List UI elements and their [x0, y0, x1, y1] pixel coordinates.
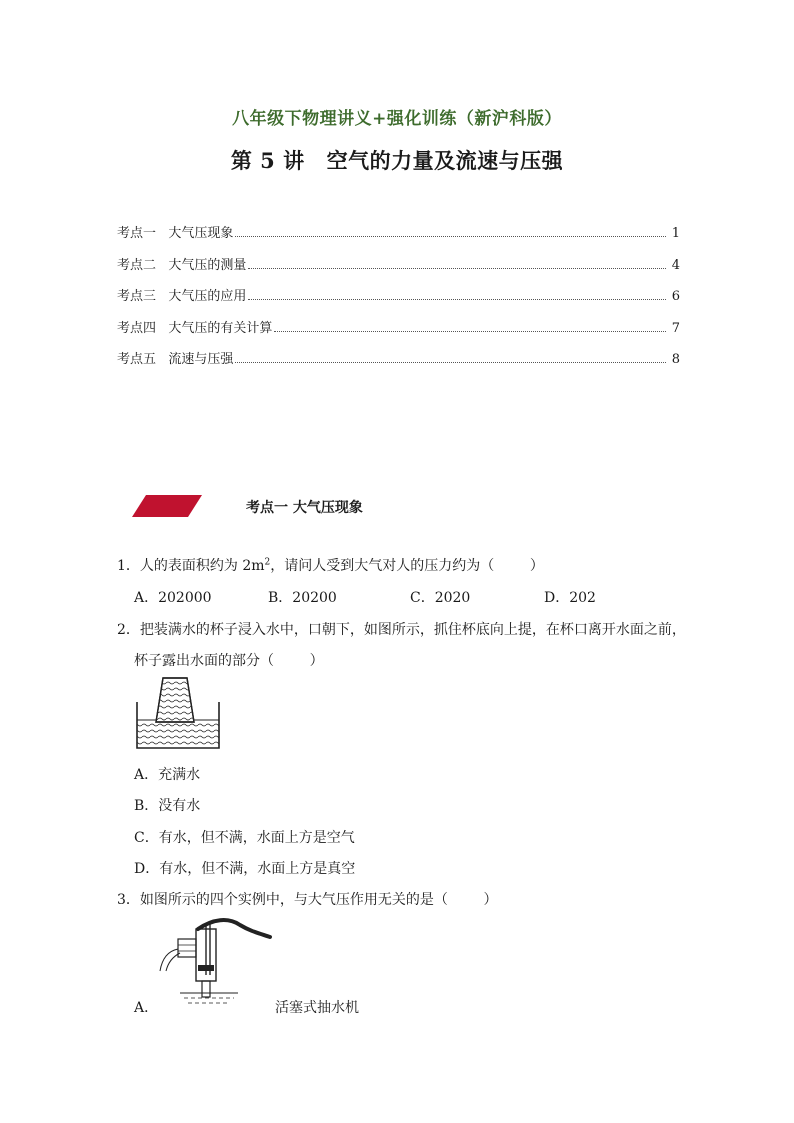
toc-entry-page: 6 — [671, 289, 680, 305]
question-2-option-c[interactable]: C．有水，但不满，水面上方是空气 — [134, 830, 355, 846]
toc-leader-dots — [248, 299, 666, 300]
toc-entry[interactable] — [117, 336, 680, 367]
question-1-superscript: 2 — [264, 557, 271, 568]
question-2-option-b[interactable]: B．没有水 — [134, 798, 201, 814]
toc-leader-dots — [274, 331, 666, 332]
table-of-contents — [117, 210, 680, 367]
question-1-option-c[interactable]: C．2020 — [410, 590, 471, 606]
question-1 — [117, 555, 544, 575]
toc-entry-page: 1 — [671, 226, 680, 242]
question-2-option-a[interactable]: A．充满水 — [134, 767, 201, 783]
cup-in-water-figure — [134, 674, 222, 750]
toc-entry-page: 8 — [671, 351, 680, 367]
question-1-option-b[interactable]: B．20200 — [268, 590, 337, 606]
question-3-option-a[interactable]: A． — [134, 1000, 159, 1016]
toc-entry-label: 考点四 大气压的有关计算 — [117, 320, 273, 336]
toc-entry[interactable] — [117, 210, 680, 241]
toc-entry[interactable] — [117, 273, 680, 304]
piston-pump-figure — [158, 915, 276, 1007]
section-title: 考点一 大气压现象 — [246, 500, 363, 516]
toc-entry-label: 考点二 大气压的测量 — [117, 257, 247, 273]
question-1-option-a[interactable]: A．202000 — [134, 590, 212, 606]
question-2-line-1: 2．把装满水的杯子浸入水中，口朝下，如图所示，抓住杯底向上提，在杯口离开水面之前， — [117, 622, 686, 638]
question-3-option-a-caption: 活塞式抽水机 — [275, 1000, 359, 1016]
section-parallelogram-icon — [132, 495, 202, 517]
toc-entry[interactable] — [117, 304, 680, 335]
lecture-number: 第 5 讲 — [230, 148, 305, 173]
question-1-option-d[interactable]: D．202 — [544, 590, 596, 606]
toc-entry-page: 4 — [671, 257, 680, 273]
toc-entry-page: 7 — [671, 320, 680, 336]
question-1-text-a: 1．人的表面积约为 2m — [117, 558, 265, 574]
toc-entry-label: 考点三 大气压的应用 — [117, 289, 247, 305]
toc-entry-label: 考点五 流速与压强 — [117, 351, 234, 367]
toc-leader-dots — [235, 236, 666, 237]
lecture-topic: 空气的力量及流速与压强 — [326, 148, 564, 173]
lecture-title — [0, 145, 794, 175]
toc-entry[interactable] — [117, 241, 680, 272]
question-2-option-d[interactable]: D．有水，但不满，水面上方是真空 — [134, 861, 356, 877]
lecture-series-title: 八年级下物理讲义+强化训练（新沪科版） — [232, 109, 562, 129]
question-3: 3．如图所示的四个实例中，与大气压作用无关的是（ ） — [117, 892, 498, 908]
question-1-text-b: ，请问人受到大气对人的压力约为（ ） — [270, 558, 544, 574]
section-banner — [0, 493, 794, 519]
question-2-line-2: 杯子露出水面的部分（ ） — [134, 653, 324, 669]
toc-leader-dots — [248, 268, 666, 269]
toc-leader-dots — [235, 362, 666, 363]
toc-entry-label: 考点一 大气压现象 — [117, 226, 234, 242]
